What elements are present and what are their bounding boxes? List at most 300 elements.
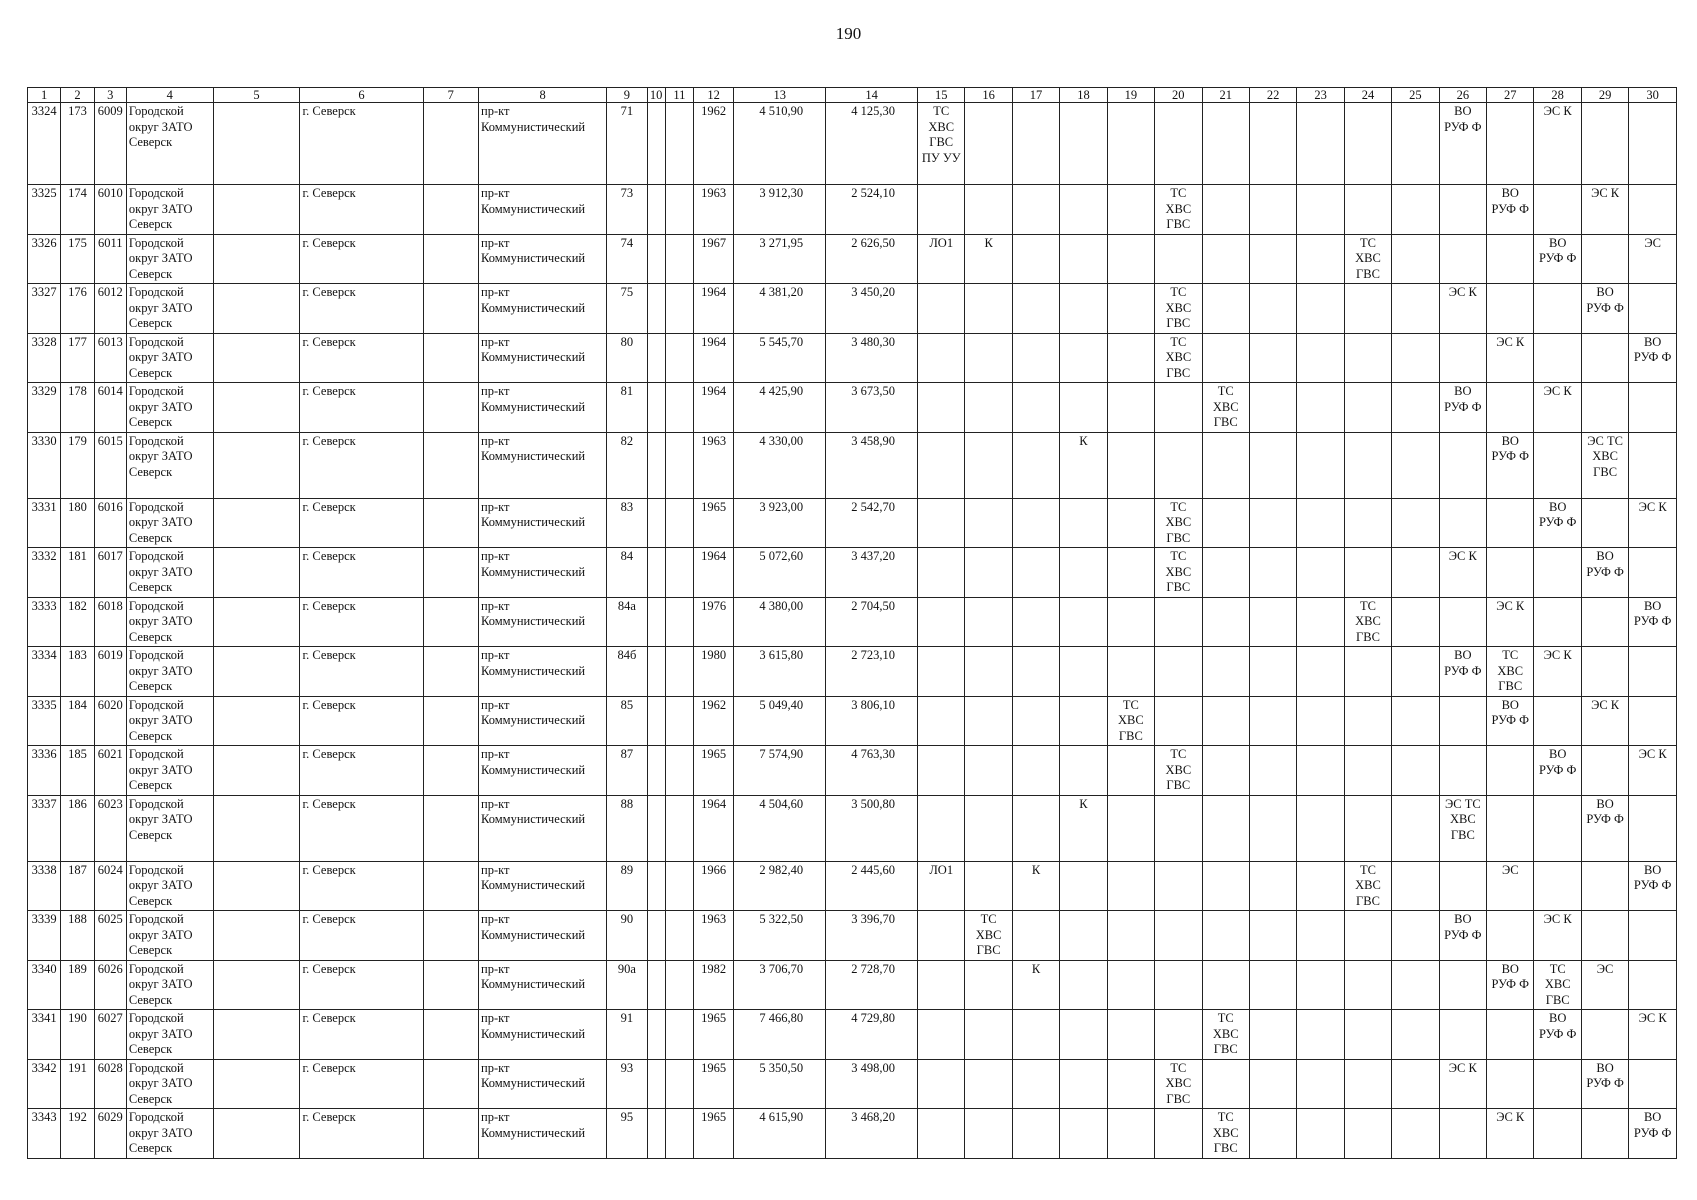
cell-col-11 <box>665 696 693 746</box>
cell-col-25 <box>1392 1109 1439 1159</box>
cell-col-10 <box>647 103 665 185</box>
cell-text: 74 <box>620 235 634 250</box>
cell-text: 2 704,50 <box>851 598 895 613</box>
cell-settlement <box>300 597 423 647</box>
cell-text: К <box>984 235 993 250</box>
cell-text: ТС ХВС ГВС <box>975 912 1002 957</box>
cell-col-22 <box>1249 647 1296 697</box>
cell-text: 3333 <box>31 598 57 613</box>
cell-settlement-type <box>213 1010 300 1060</box>
column-header: 16 <box>965 88 1012 103</box>
cell-text: пр-кт Коммунистический <box>481 961 586 991</box>
cell-record-no <box>28 284 61 334</box>
cell-col-11 <box>665 185 693 235</box>
cell-street <box>479 284 607 334</box>
cell-item-no <box>61 1109 94 1159</box>
cell-text: 1965 <box>701 1011 727 1025</box>
cell-col-20 <box>1155 103 1202 185</box>
cell-col-21 <box>1202 284 1249 334</box>
cell-text: ТС ХВС ГВС <box>1497 648 1524 693</box>
cell-text: ВО РУФ Ф <box>1491 186 1529 216</box>
cell-house-no <box>607 185 647 235</box>
cell-building-id <box>94 185 126 235</box>
table-row <box>28 432 1677 498</box>
cell-text: 3334 <box>31 648 57 662</box>
cell-text: 2 542,70 <box>851 499 895 514</box>
cell-living-area <box>826 597 918 647</box>
cell-text: ЭС К <box>1496 1110 1525 1124</box>
cell-col-27 <box>1487 333 1534 383</box>
cell-house-no <box>607 960 647 1010</box>
cell-col-21 <box>1202 597 1249 647</box>
cell-col-17 <box>1012 861 1059 911</box>
cell-col-27 <box>1487 647 1534 697</box>
cell-col-29 <box>1581 432 1628 498</box>
cell-text: 1963 <box>701 433 727 448</box>
cell-text: 6015 <box>97 433 123 448</box>
cell-col-23 <box>1297 1059 1344 1109</box>
cell-record-no <box>28 234 61 284</box>
cell-text: пр-кт Коммунистический <box>481 648 586 678</box>
cell-text: пр-кт Коммунистический <box>481 598 586 628</box>
cell-col-19 <box>1107 960 1154 1010</box>
cell-col-20 <box>1155 597 1202 647</box>
cell-record-no <box>28 647 61 697</box>
cell-total-area <box>734 746 826 796</box>
cell-text: К <box>1031 961 1041 976</box>
cell-year-built <box>693 960 733 1010</box>
cell-col-21 <box>1202 103 1249 185</box>
cell-municipality <box>126 795 213 861</box>
cell-text: 3 673,50 <box>851 384 895 398</box>
cell-col-20 <box>1155 861 1202 911</box>
cell-text: 3 396,70 <box>851 912 895 926</box>
column-header: 28 <box>1534 88 1581 103</box>
cell-text: 75 <box>620 285 634 299</box>
cell-text: пр-кт Коммунистический <box>481 1060 586 1090</box>
cell-col-29 <box>1581 1059 1628 1109</box>
cell-text: 186 <box>68 796 87 811</box>
cell-text: 183 <box>68 648 87 662</box>
cell-record-no <box>28 861 61 911</box>
cell-col-15 <box>917 597 964 647</box>
table-row <box>28 548 1677 598</box>
cell-text: 6017 <box>97 549 123 563</box>
cell-col-26 <box>1439 234 1486 284</box>
cell-text: ЭС ТС ХВС ГВС <box>1587 433 1623 479</box>
cell-col-16 <box>965 383 1012 433</box>
cell-text: 1965 <box>701 1110 727 1124</box>
cell-col-21 <box>1202 234 1249 284</box>
cell-col-22 <box>1249 498 1296 548</box>
cell-item-no <box>61 861 94 911</box>
cell-text: ВО РУФ Ф <box>1633 862 1672 892</box>
cell-col-26 <box>1439 1059 1486 1109</box>
cell-col-22 <box>1249 383 1296 433</box>
cell-col-16 <box>965 333 1012 383</box>
cell-col-11 <box>665 284 693 334</box>
cell-col-30 <box>1629 861 1677 911</box>
cell-col-30 <box>1629 432 1677 498</box>
cell-street-type <box>423 548 479 598</box>
cell-living-area <box>826 103 918 185</box>
cell-col-27 <box>1487 1059 1534 1109</box>
cell-text: ЭС К <box>1543 384 1572 398</box>
cell-col-26 <box>1439 960 1486 1010</box>
cell-col-19 <box>1107 597 1154 647</box>
cell-col-19 <box>1107 432 1154 498</box>
cell-house-no <box>607 284 647 334</box>
cell-text: 3326 <box>31 235 57 250</box>
column-header: 6 <box>300 88 423 103</box>
cell-settlement-type <box>213 498 300 548</box>
cell-col-19 <box>1107 284 1154 334</box>
cell-col-26 <box>1439 1109 1486 1159</box>
cell-col-10 <box>647 911 665 961</box>
cell-col-23 <box>1297 1010 1344 1060</box>
cell-text: ЭС К <box>1448 549 1477 563</box>
cell-col-10 <box>647 432 665 498</box>
cell-col-15 <box>917 861 964 911</box>
cell-building-id <box>94 548 126 598</box>
cell-col-24 <box>1344 1109 1391 1159</box>
cell-settlement-type <box>213 548 300 598</box>
cell-text: 6021 <box>97 747 123 761</box>
cell-year-built <box>693 1109 733 1159</box>
cell-total-area <box>734 185 826 235</box>
cell-col-28 <box>1534 548 1581 598</box>
cell-text: 3 450,20 <box>851 285 895 299</box>
cell-col-22 <box>1249 861 1296 911</box>
cell-col-18 <box>1060 1109 1107 1159</box>
cell-text: Городской округ ЗАТО Северск <box>128 1011 193 1056</box>
cell-col-17 <box>1012 333 1059 383</box>
cell-building-id <box>94 1010 126 1060</box>
cell-total-area <box>734 861 826 911</box>
cell-text: 3339 <box>31 912 57 926</box>
column-header: 11 <box>665 88 693 103</box>
cell-street <box>479 432 607 498</box>
cell-col-10 <box>647 185 665 235</box>
cell-text: 5 072,60 <box>759 549 804 563</box>
cell-text: г. Северск <box>302 1060 356 1075</box>
cell-text: 3330 <box>31 433 57 448</box>
cell-col-11 <box>665 746 693 796</box>
cell-text: ЭС К <box>1638 747 1667 761</box>
cell-text: пр-кт Коммунистический <box>481 499 586 529</box>
cell-street <box>479 185 607 235</box>
cell-col-20 <box>1155 696 1202 746</box>
cell-house-no <box>607 1059 647 1109</box>
cell-text: 4 504,60 <box>759 796 804 811</box>
cell-col-22 <box>1249 960 1296 1010</box>
cell-text: г. Северск <box>302 598 356 613</box>
cell-col-22 <box>1249 746 1296 796</box>
cell-col-30 <box>1629 383 1677 433</box>
cell-text: 3336 <box>31 747 57 761</box>
cell-item-no <box>61 432 94 498</box>
cell-col-28 <box>1534 333 1581 383</box>
cell-col-20 <box>1155 333 1202 383</box>
cell-text: 1964 <box>701 796 727 811</box>
cell-col-28 <box>1534 1059 1581 1109</box>
cell-text: 6009 <box>97 104 123 118</box>
cell-text: 88 <box>620 796 634 811</box>
cell-col-20 <box>1155 960 1202 1010</box>
cell-col-21 <box>1202 432 1249 498</box>
cell-text: ЭС <box>1596 961 1614 976</box>
cell-col-27 <box>1487 911 1534 961</box>
cell-living-area <box>826 911 918 961</box>
cell-col-29 <box>1581 597 1628 647</box>
cell-street <box>479 333 607 383</box>
cell-street-type <box>423 597 479 647</box>
cell-text: ТС ХВС ГВС <box>1212 384 1239 429</box>
cell-col-16 <box>965 696 1012 746</box>
cell-street-type <box>423 185 479 235</box>
cell-text: г. Северск <box>302 384 356 398</box>
cell-col-25 <box>1392 795 1439 861</box>
cell-text: Городской округ ЗАТО Северск <box>128 697 193 743</box>
cell-col-18 <box>1060 861 1107 911</box>
cell-text: ТС ХВС ГВС <box>1118 697 1144 743</box>
cell-col-30 <box>1629 597 1677 647</box>
cell-col-10 <box>647 1010 665 1060</box>
cell-col-15 <box>917 960 964 1010</box>
column-header: 3 <box>94 88 126 103</box>
table-row <box>28 960 1677 1010</box>
table-row <box>28 795 1677 861</box>
cell-col-23 <box>1297 647 1344 697</box>
cell-text: 6011 <box>97 235 123 250</box>
cell-municipality <box>126 746 213 796</box>
cell-col-20 <box>1155 185 1202 235</box>
cell-municipality <box>126 284 213 334</box>
cell-text: 192 <box>68 1110 87 1124</box>
cell-text: г. Северск <box>302 499 356 514</box>
cell-col-25 <box>1392 696 1439 746</box>
cell-municipality <box>126 647 213 697</box>
cell-text: 3 480,30 <box>851 334 895 349</box>
cell-year-built <box>693 284 733 334</box>
cell-col-25 <box>1392 960 1439 1010</box>
cell-text: 4 729,80 <box>851 1011 895 1025</box>
cell-text: 71 <box>620 104 634 118</box>
cell-text: 6027 <box>97 1011 123 1025</box>
cell-col-22 <box>1249 284 1296 334</box>
cell-col-21 <box>1202 498 1249 548</box>
cell-street-type <box>423 911 479 961</box>
cell-col-26 <box>1439 861 1486 911</box>
cell-col-15 <box>917 696 964 746</box>
cell-living-area <box>826 284 918 334</box>
cell-col-18 <box>1060 746 1107 796</box>
cell-text: Городской округ ЗАТО Северск <box>128 912 193 957</box>
cell-text: 5 350,50 <box>759 1060 804 1075</box>
cell-settlement-type <box>213 103 300 185</box>
cell-col-10 <box>647 1109 665 1159</box>
cell-text: 1964 <box>701 334 727 349</box>
column-header: 23 <box>1297 88 1344 103</box>
cell-record-no <box>28 795 61 861</box>
cell-text: г. Северск <box>302 104 356 118</box>
cell-col-11 <box>665 103 693 185</box>
cell-col-24 <box>1344 647 1391 697</box>
cell-col-28 <box>1534 746 1581 796</box>
cell-text: ТС ХВС ГВС <box>1212 1110 1239 1155</box>
cell-col-28 <box>1534 432 1581 498</box>
cell-year-built <box>693 1059 733 1109</box>
cell-col-22 <box>1249 911 1296 961</box>
cell-col-28 <box>1534 284 1581 334</box>
column-header: 29 <box>1581 88 1628 103</box>
cell-text: ЛО1 <box>929 862 954 877</box>
cell-municipality <box>126 1109 213 1159</box>
cell-col-22 <box>1249 103 1296 185</box>
cell-col-10 <box>647 861 665 911</box>
cell-col-29 <box>1581 795 1628 861</box>
cell-col-26 <box>1439 746 1486 796</box>
cell-col-18 <box>1060 103 1107 185</box>
cell-col-24 <box>1344 333 1391 383</box>
column-header: 8 <box>479 88 607 103</box>
cell-text: 2 445,60 <box>851 862 895 877</box>
column-header: 17 <box>1012 88 1059 103</box>
cell-settlement-type <box>213 333 300 383</box>
cell-municipality <box>126 1059 213 1109</box>
cell-item-no <box>61 795 94 861</box>
cell-col-28 <box>1534 234 1581 284</box>
cell-col-10 <box>647 960 665 1010</box>
cell-text: г. Северск <box>302 433 356 448</box>
cell-text: ВО РУФ Ф <box>1444 648 1482 678</box>
cell-settlement-type <box>213 234 300 284</box>
cell-text: 1966 <box>701 862 727 877</box>
cell-text: г. Северск <box>302 1110 356 1124</box>
table-row <box>28 103 1677 185</box>
cell-col-16 <box>965 548 1012 598</box>
cell-col-27 <box>1487 696 1534 746</box>
cell-total-area <box>734 498 826 548</box>
cell-living-area <box>826 383 918 433</box>
cell-col-18 <box>1060 234 1107 284</box>
cell-col-21 <box>1202 795 1249 861</box>
cell-street-type <box>423 333 479 383</box>
cell-building-id <box>94 647 126 697</box>
cell-record-no <box>28 333 61 383</box>
table-row <box>28 911 1677 961</box>
cell-settlement <box>300 234 423 284</box>
page-number: 190 <box>835 24 862 43</box>
cell-living-area <box>826 1109 918 1159</box>
cell-col-21 <box>1202 911 1249 961</box>
cell-col-28 <box>1534 960 1581 1010</box>
cell-col-15 <box>917 284 964 334</box>
cell-building-id <box>94 432 126 498</box>
cell-text: Городской округ ЗАТО Северск <box>128 235 193 281</box>
column-header: 4 <box>126 88 213 103</box>
cell-col-30 <box>1629 234 1677 284</box>
cell-col-20 <box>1155 548 1202 598</box>
cell-col-30 <box>1629 795 1677 861</box>
cell-text: 179 <box>68 433 87 448</box>
cell-year-built <box>693 383 733 433</box>
cell-text: 3328 <box>31 334 57 349</box>
cell-text: Городской округ ЗАТО Северск <box>128 285 193 330</box>
cell-col-27 <box>1487 284 1534 334</box>
cell-text: г. Северск <box>302 648 356 662</box>
cell-municipality <box>126 597 213 647</box>
column-header: 15 <box>917 88 964 103</box>
cell-street-type <box>423 647 479 697</box>
cell-text: ВО РУФ Ф <box>1444 912 1482 942</box>
cell-text: К <box>1079 433 1088 448</box>
cell-col-24 <box>1344 795 1391 861</box>
cell-total-area <box>734 696 826 746</box>
cell-text: 6018 <box>97 598 123 613</box>
cell-col-17 <box>1012 548 1059 598</box>
cell-living-area <box>826 746 918 796</box>
cell-col-20 <box>1155 383 1202 433</box>
cell-text: 3335 <box>31 697 57 712</box>
cell-col-27 <box>1487 795 1534 861</box>
cell-text: 84а <box>617 598 636 613</box>
cell-col-16 <box>965 746 1012 796</box>
cell-street <box>479 647 607 697</box>
cell-item-no <box>61 103 94 185</box>
cell-col-26 <box>1439 333 1486 383</box>
cell-text: 177 <box>68 334 87 349</box>
cell-municipality <box>126 383 213 433</box>
cell-col-22 <box>1249 185 1296 235</box>
cell-col-25 <box>1392 548 1439 598</box>
cell-living-area <box>826 647 918 697</box>
cell-col-24 <box>1344 185 1391 235</box>
cell-street <box>479 234 607 284</box>
cell-col-29 <box>1581 1010 1628 1060</box>
cell-text: г. Северск <box>302 747 356 761</box>
cell-street-type <box>423 1109 479 1159</box>
cell-col-23 <box>1297 432 1344 498</box>
cell-living-area <box>826 234 918 284</box>
cell-text: г. Северск <box>302 862 356 877</box>
cell-col-21 <box>1202 333 1249 383</box>
cell-text: ВО РУФ Ф <box>1538 747 1577 777</box>
cell-col-28 <box>1534 795 1581 861</box>
cell-col-19 <box>1107 795 1154 861</box>
cell-col-11 <box>665 597 693 647</box>
table-row <box>28 284 1677 334</box>
cell-col-29 <box>1581 746 1628 796</box>
cell-text: ТС ХВС ГВС <box>1165 285 1192 330</box>
cell-text: ВО РУФ Ф <box>1491 433 1529 463</box>
cell-col-27 <box>1487 383 1534 433</box>
cell-house-no <box>607 498 647 548</box>
cell-living-area <box>826 1059 918 1109</box>
cell-text: 182 <box>68 598 87 613</box>
cell-col-30 <box>1629 911 1677 961</box>
column-header: 21 <box>1202 88 1249 103</box>
cell-col-20 <box>1155 234 1202 284</box>
cell-text: Городской округ ЗАТО Северск <box>128 747 193 792</box>
cell-col-20 <box>1155 746 1202 796</box>
cell-col-29 <box>1581 911 1628 961</box>
cell-text: 1965 <box>701 499 727 514</box>
cell-text: ЭС К <box>1496 598 1525 613</box>
cell-street-type <box>423 284 479 334</box>
cell-col-11 <box>665 960 693 1010</box>
cell-col-11 <box>665 1059 693 1109</box>
